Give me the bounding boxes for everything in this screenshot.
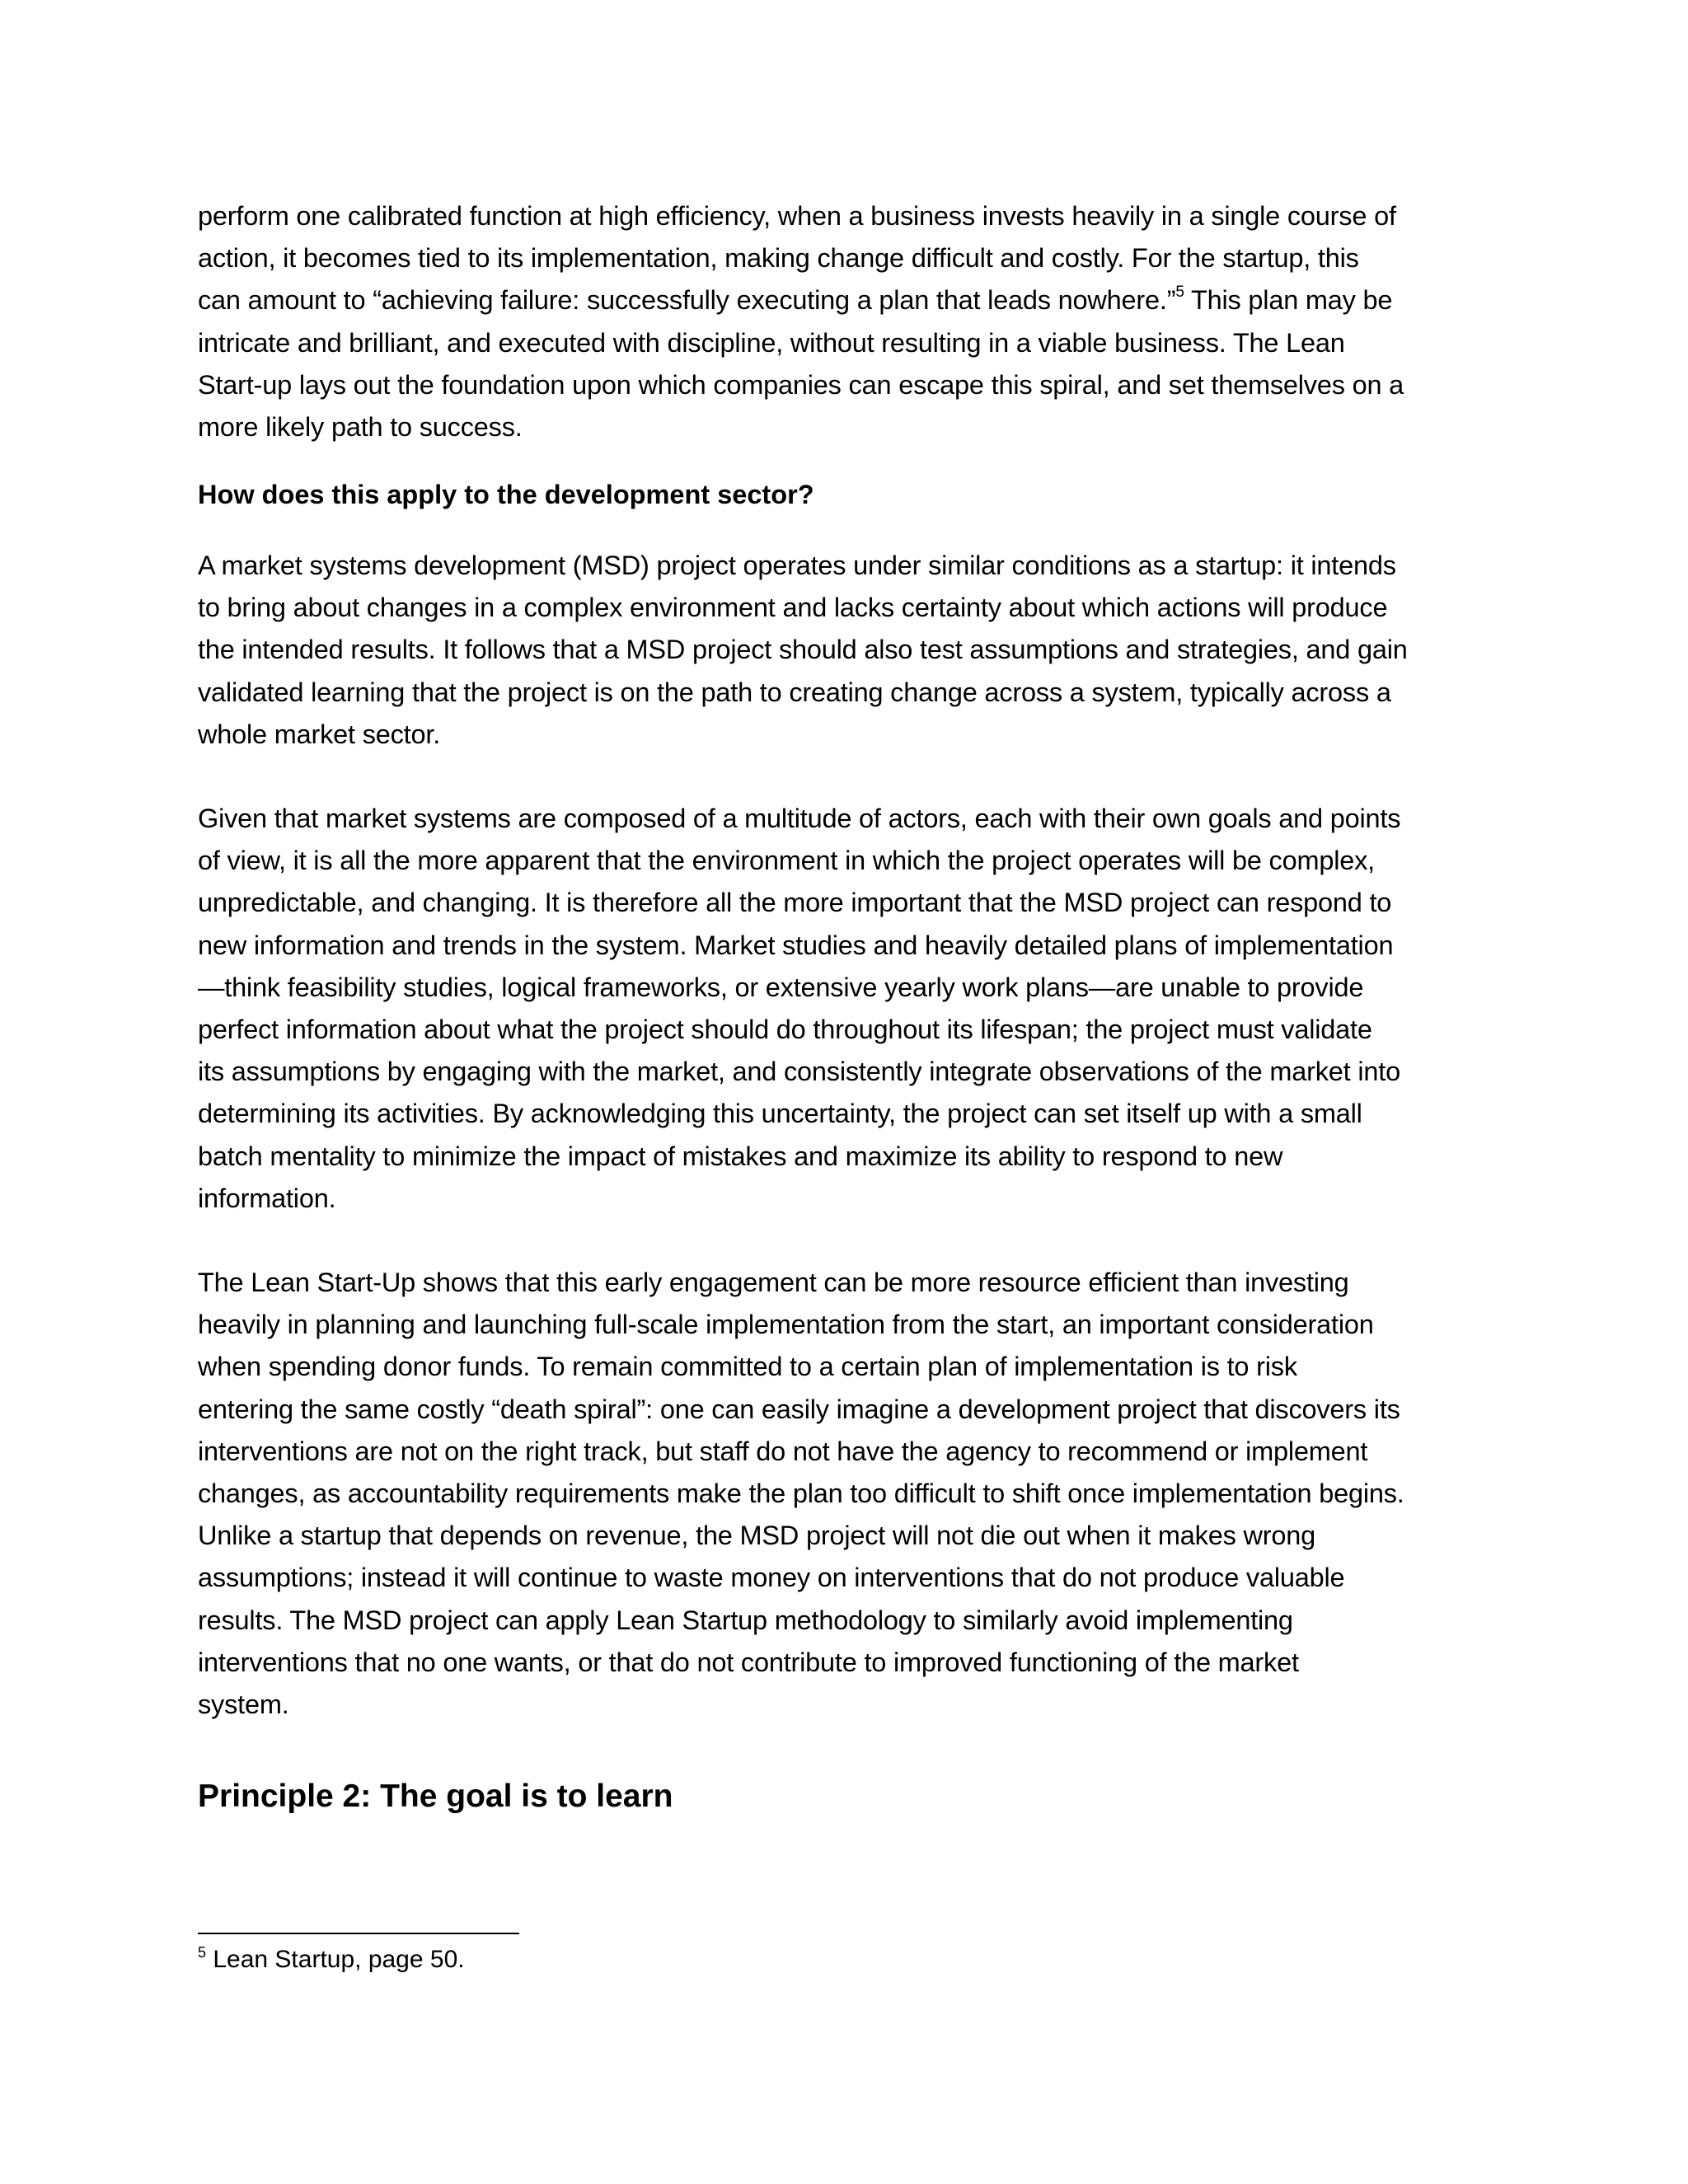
text-line: results. The MSD project can apply Lean Startup methodology to similarly avoid implementing	[198, 1605, 1293, 1635]
text-line: perform one calibrated function at high efficiency, when a business invests heavily in a single course of	[198, 201, 1396, 231]
text-line	[198, 279, 1500, 321]
text-line: A market systems development (MSD) project operates under similar conditions as a startup: it intends	[198, 551, 1396, 580]
text-line: heavily in planning and launching full-scale implementation from the start, an important consideration	[198, 1310, 1374, 1340]
text-line: perfect information about what the project should do throughout its lifespan; the project must validate	[198, 1015, 1372, 1045]
text-line: changes, as accountability requirements make the plan too difficult to shift once implementation begins.	[198, 1479, 1404, 1509]
section-subheading: How does this apply to the development sector?	[198, 480, 814, 509]
footnote-number: 5	[198, 1944, 207, 1961]
footnote	[198, 1942, 465, 1978]
text-line: batch mentality to minimize the impact of mistakes and maximize its ability to respond to new	[198, 1141, 1283, 1171]
text-line: more likely path to success.	[198, 412, 523, 443]
text-fragment: can amount to “achieving failure: successfully executing a plan that leads nowhere.”	[198, 285, 1176, 316]
text-line: interventions are not on the right track, but staff do not have the agency to recommend or implement	[198, 1436, 1368, 1466]
text-line: The Lean Start-Up shows that this early engagement can be more resource efficient than investing	[198, 1268, 1349, 1297]
text-line: of view, it is all the more apparent that the environment in which the project operates will be complex,	[198, 846, 1376, 876]
text-line: Start-up lays out the foundation upon which companies can escape this spiral, and set themselves on a	[198, 369, 1404, 400]
footnote-text: Lean Startup, page 50.	[206, 1946, 465, 1973]
paragraph-intro	[198, 195, 1500, 448]
text-line: assumptions; instead it will continue to waste money on interventions that do not produce valuable	[198, 1563, 1345, 1593]
text-line: —think feasibility studies, logical frameworks, or extensive yearly work plans—are unable to provide	[198, 972, 1364, 1002]
text-fragment: This plan may be	[1184, 285, 1393, 316]
text-line: the intended results. It follows that a MSD project should also test assumptions and strategies, and gain	[198, 635, 1408, 665]
text-line: Given that market systems are composed of a multitude of actors, each with their own goals and points	[198, 804, 1401, 833]
text-line: new information and trends in the system. Market studies and heavily detailed plans of implementation	[198, 930, 1394, 960]
text-line: determining its activities. By acknowledging this uncertainty, the project can set itself up with a small	[198, 1099, 1362, 1129]
footnote-separator	[198, 1933, 519, 1934]
principle-heading: Principle 2: The goal is to learn	[198, 1779, 673, 1814]
text-line: unpredictable, and changing. It is therefore all the more important that the MSD project can respond to	[198, 888, 1392, 918]
text-line: validated learning that the project is on the path to creating change across a system, typically across a	[198, 677, 1391, 707]
paragraph-msd	[198, 545, 1500, 756]
text-line: system.	[198, 1690, 289, 1720]
text-line: to bring about changes in a complex environment and lacks certainty about which actions will produce	[198, 593, 1388, 623]
footnote-reference[interactable]: 5	[1175, 284, 1184, 302]
text-line: Unlike a startup that depends on revenue, the MSD project will not die out when it makes wrong	[198, 1521, 1315, 1551]
text-line: intricate and brilliant, and executed with discipline, without resulting in a viable business. The Lean	[198, 327, 1345, 358]
text-line: interventions that no one wants, or that do not contribute to improved functioning of the market	[198, 1647, 1299, 1677]
text-line: information.	[198, 1183, 336, 1213]
paragraph-lean-startup	[198, 1262, 1500, 1726]
text-line: whole market sector.	[198, 719, 441, 749]
text-line: when spending donor funds. To remain committed to a certain plan of implementation is to risk	[198, 1352, 1297, 1382]
text-line: its assumptions by engaging with the market, and consistently integrate observations of the market into	[198, 1057, 1400, 1087]
text-line: action, it becomes tied to its implementation, making change difficult and costly. For the startup, this	[198, 243, 1359, 274]
text-line: entering the same costly “death spiral”: one can easily imagine a development project that discovers its	[198, 1394, 1400, 1424]
paragraph-actors	[198, 798, 1500, 1220]
